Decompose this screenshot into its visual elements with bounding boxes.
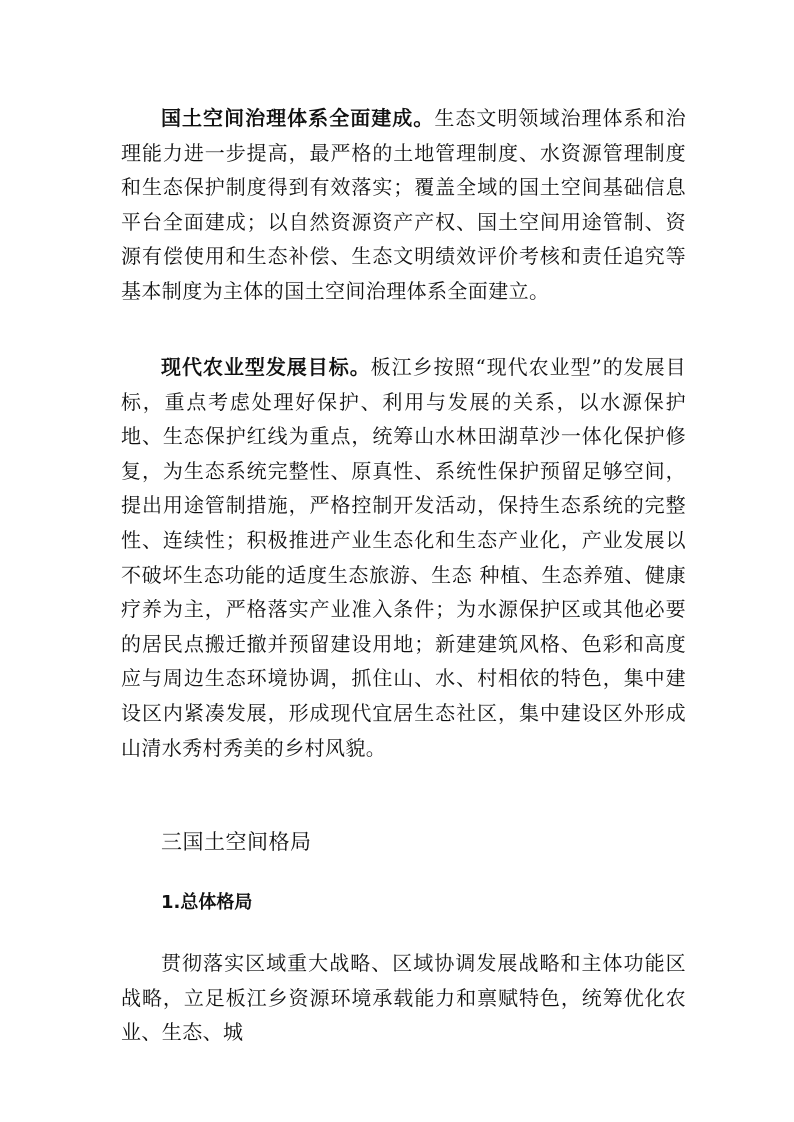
paragraph-governance-system xyxy=(121,101,686,309)
paragraph-body: 板江乡按照“现代农业型”的发展目标，重点考虑处理好保护、利用与发展的关系，以水源保护地、生态保护红线为重点，统筹山水林田湖草沙一体化保护修复，为生态系统完整性、原真性、系统性保护预留足够空间，提出用途管制措施，严格控制开发活动，保持生态系统的完整性、连续性；积极推进产业生态化和生态产业化，产业发展以不破坏生态功能的适度生态旅游、生态 种植、生态养殖、健康疗养为主，严格落实产业准入条件；为水源保护区或其他必要的居民点搬迁撤并预留建设用地；新建建筑风格、色彩和高度应与周边生态环境协调，抓住山、水、村相依的特色，集中建设区内紧凑发展，形成现代宜居生态社区，集中建设区外形成山清水秀村秀美的乡村风貌。 xyxy=(121,355,686,760)
paragraph-lead-title: 国土空间治理体系全面建成。 xyxy=(161,106,435,130)
paragraph-modern-agriculture-goal xyxy=(121,350,686,765)
paragraph-overall-pattern: 贯彻落实区域重大战略、区域协调发展战略和主体功能区战略，立足板江乡资源环境承载能力和禀赋特色，统筹优化农业、生态、城 xyxy=(121,951,686,1045)
subsection-heading: 1.总体格局 xyxy=(161,892,253,913)
paragraph-lead-title: 现代农业型发展目标。 xyxy=(161,355,371,379)
paragraph-body: 生态文明领域治理体系和治理能力进一步提高，最严格的土地管理制度、水资源管理制度和生态保护制度得到有效落实；覆盖全域的国土空间基础信息平台全面建成；以自然资源资产产权、国土空间用途管制、资源有偿使用和生态补偿、生态文明绩效评价考核和责任追究等基本制度为主体的国土空间治理体系全面建立。 xyxy=(121,106,686,303)
section-heading: 三国土空间格局 xyxy=(161,830,312,854)
